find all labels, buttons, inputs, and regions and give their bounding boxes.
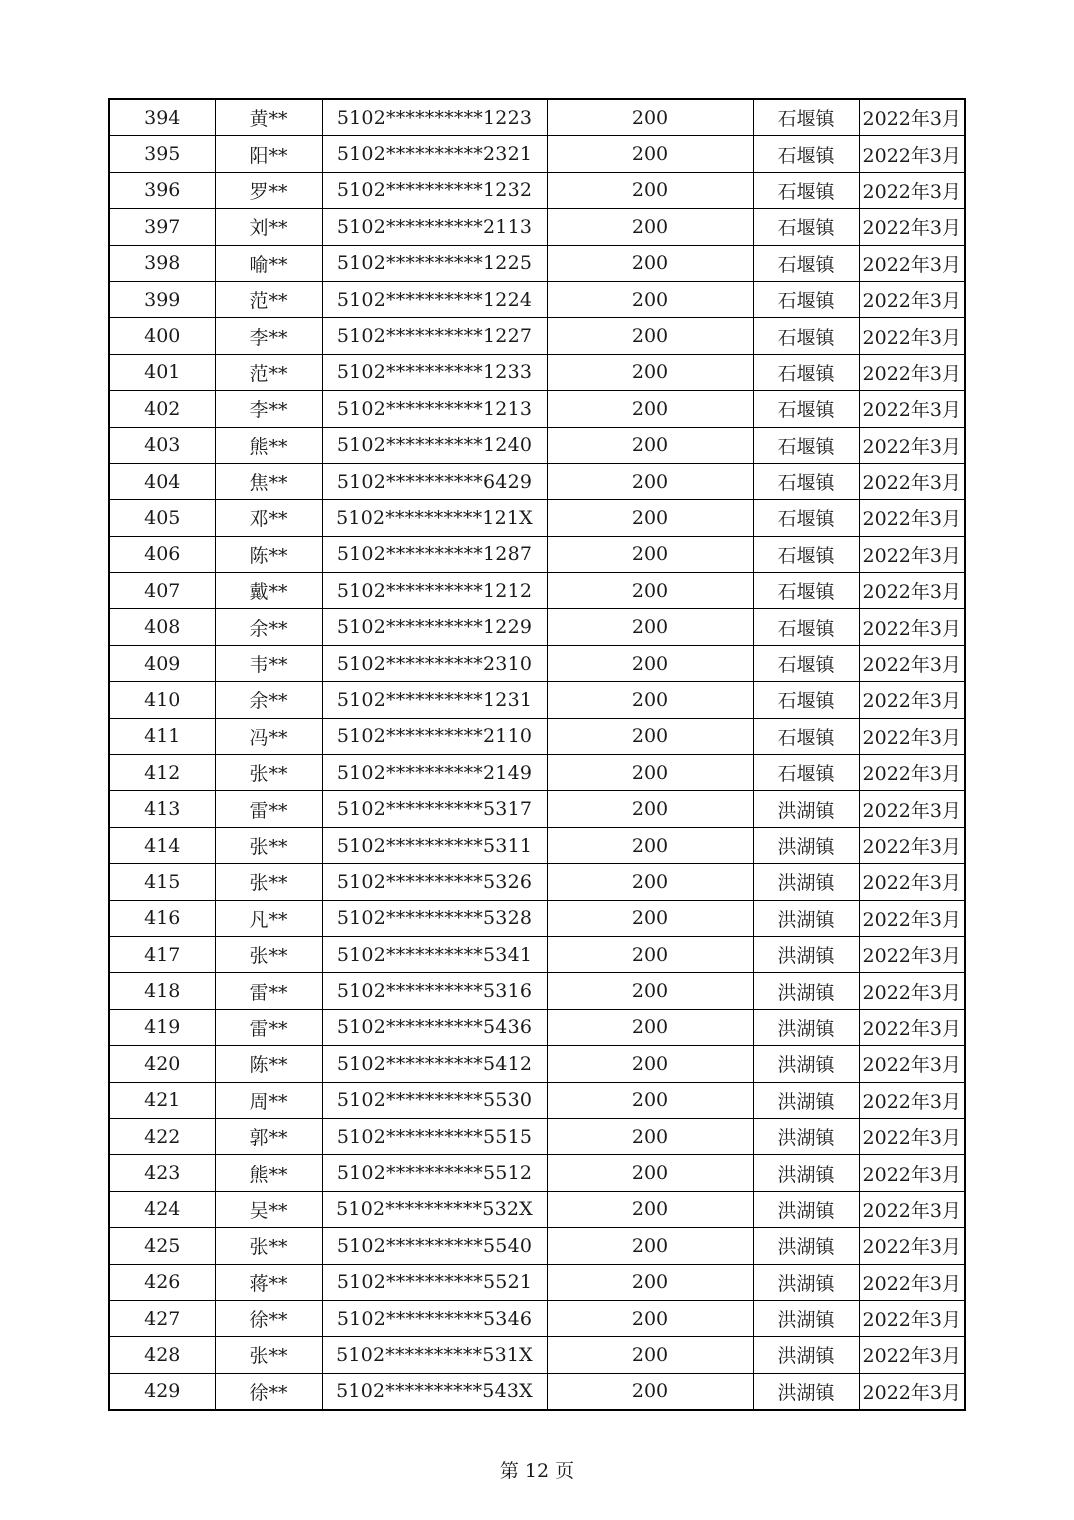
name-cell: 李** — [215, 391, 322, 427]
serial-number-cell: 407 — [109, 573, 215, 609]
name-cell: 张** — [215, 827, 322, 863]
date-cell: 2022年3月 — [859, 573, 965, 609]
name-cell: 雷** — [215, 1009, 322, 1045]
serial-number-cell: 401 — [109, 354, 215, 390]
serial-number-cell: 425 — [109, 1228, 215, 1264]
id-number-cell: 5102**********2321 — [322, 136, 547, 172]
date-cell: 2022年3月 — [859, 864, 965, 900]
serial-number-cell: 406 — [109, 536, 215, 572]
serial-number-cell: 419 — [109, 1009, 215, 1045]
date-cell: 2022年3月 — [859, 682, 965, 718]
amount-cell: 200 — [547, 609, 753, 645]
date-cell: 2022年3月 — [859, 973, 965, 1009]
serial-number-cell: 424 — [109, 1191, 215, 1227]
table-row — [109, 682, 965, 718]
name-cell: 陈** — [215, 1046, 322, 1082]
amount-cell: 200 — [547, 682, 753, 718]
serial-number-cell: 421 — [109, 1082, 215, 1118]
town-cell: 洪湖镇 — [753, 1228, 859, 1264]
date-cell: 2022年3月 — [859, 1155, 965, 1191]
amount-cell: 200 — [547, 136, 753, 172]
date-cell: 2022年3月 — [859, 645, 965, 681]
id-number-cell: 5102**********2110 — [322, 718, 547, 754]
date-cell: 2022年3月 — [859, 99, 965, 136]
table-row — [109, 755, 965, 791]
table-body — [109, 99, 965, 1410]
name-cell: 周** — [215, 1082, 322, 1118]
amount-cell: 200 — [547, 463, 753, 499]
name-cell: 阳** — [215, 136, 322, 172]
town-cell: 石堰镇 — [753, 573, 859, 609]
town-cell: 石堰镇 — [753, 354, 859, 390]
serial-number-cell: 428 — [109, 1337, 215, 1373]
id-number-cell: 5102**********1287 — [322, 536, 547, 572]
table-row — [109, 1046, 965, 1082]
id-number-cell: 5102**********5328 — [322, 900, 547, 936]
name-cell: 李** — [215, 318, 322, 354]
table-row — [109, 136, 965, 172]
id-number-cell: 5102**********1232 — [322, 172, 547, 208]
table-row — [109, 1009, 965, 1045]
table-row — [109, 1300, 965, 1336]
amount-cell: 200 — [547, 1155, 753, 1191]
table-row — [109, 391, 965, 427]
amount-cell: 200 — [547, 1082, 753, 1118]
name-cell: 张** — [215, 1228, 322, 1264]
amount-cell: 200 — [547, 791, 753, 827]
amount-cell: 200 — [547, 973, 753, 1009]
id-number-cell: 5102**********1229 — [322, 609, 547, 645]
id-number-cell: 5102**********5316 — [322, 973, 547, 1009]
id-number-cell: 5102**********531X — [322, 1337, 547, 1373]
date-cell: 2022年3月 — [859, 172, 965, 208]
name-cell: 陈** — [215, 536, 322, 572]
table-row — [109, 936, 965, 972]
serial-number-cell: 396 — [109, 172, 215, 208]
name-cell: 范** — [215, 281, 322, 317]
town-cell: 洪湖镇 — [753, 973, 859, 1009]
town-cell: 石堰镇 — [753, 645, 859, 681]
date-cell: 2022年3月 — [859, 209, 965, 245]
name-cell: 雷** — [215, 973, 322, 1009]
serial-number-cell: 414 — [109, 827, 215, 863]
amount-cell: 200 — [547, 1373, 753, 1410]
name-cell: 徐** — [215, 1373, 322, 1410]
date-cell: 2022年3月 — [859, 245, 965, 281]
table-row — [109, 245, 965, 281]
name-cell: 冯** — [215, 718, 322, 754]
table-row — [109, 500, 965, 536]
id-number-cell: 5102**********5436 — [322, 1009, 547, 1045]
amount-cell: 200 — [547, 864, 753, 900]
id-number-cell: 5102**********5512 — [322, 1155, 547, 1191]
town-cell: 石堰镇 — [753, 682, 859, 718]
id-number-cell: 5102**********5326 — [322, 864, 547, 900]
amount-cell: 200 — [547, 1300, 753, 1336]
subsidy-roster-table — [108, 98, 966, 1411]
town-cell: 石堰镇 — [753, 99, 859, 136]
date-cell: 2022年3月 — [859, 1337, 965, 1373]
serial-number-cell: 418 — [109, 973, 215, 1009]
serial-number-cell: 417 — [109, 936, 215, 972]
serial-number-cell: 422 — [109, 1118, 215, 1154]
name-cell: 黄** — [215, 99, 322, 136]
name-cell: 罗** — [215, 172, 322, 208]
name-cell: 熊** — [215, 1155, 322, 1191]
town-cell: 洪湖镇 — [753, 1046, 859, 1082]
serial-number-cell: 420 — [109, 1046, 215, 1082]
table-row — [109, 281, 965, 317]
id-number-cell: 5102**********2149 — [322, 755, 547, 791]
date-cell: 2022年3月 — [859, 718, 965, 754]
id-number-cell: 5102**********1224 — [322, 281, 547, 317]
date-cell: 2022年3月 — [859, 1373, 965, 1410]
name-cell: 范** — [215, 354, 322, 390]
serial-number-cell: 398 — [109, 245, 215, 281]
amount-cell: 200 — [547, 172, 753, 208]
name-cell: 张** — [215, 755, 322, 791]
table-row — [109, 209, 965, 245]
town-cell: 洪湖镇 — [753, 1082, 859, 1118]
date-cell: 2022年3月 — [859, 354, 965, 390]
serial-number-cell: 416 — [109, 900, 215, 936]
date-cell: 2022年3月 — [859, 281, 965, 317]
town-cell: 洪湖镇 — [753, 827, 859, 863]
date-cell: 2022年3月 — [859, 500, 965, 536]
town-cell: 洪湖镇 — [753, 936, 859, 972]
date-cell: 2022年3月 — [859, 1300, 965, 1336]
amount-cell: 200 — [547, 281, 753, 317]
id-number-cell: 5102**********5341 — [322, 936, 547, 972]
id-number-cell: 5102**********5521 — [322, 1264, 547, 1300]
amount-cell: 200 — [547, 645, 753, 681]
amount-cell: 200 — [547, 318, 753, 354]
date-cell: 2022年3月 — [859, 1046, 965, 1082]
name-cell: 蒋** — [215, 1264, 322, 1300]
serial-number-cell: 394 — [109, 99, 215, 136]
table-row — [109, 1228, 965, 1264]
town-cell: 洪湖镇 — [753, 1264, 859, 1300]
town-cell: 石堰镇 — [753, 209, 859, 245]
town-cell: 洪湖镇 — [753, 1300, 859, 1336]
name-cell: 余** — [215, 609, 322, 645]
id-number-cell: 5102**********1213 — [322, 391, 547, 427]
date-cell: 2022年3月 — [859, 1118, 965, 1154]
date-cell: 2022年3月 — [859, 1082, 965, 1118]
name-cell: 喻** — [215, 245, 322, 281]
id-number-cell: 5102**********532X — [322, 1191, 547, 1227]
date-cell: 2022年3月 — [859, 1009, 965, 1045]
town-cell: 石堰镇 — [753, 536, 859, 572]
table-row — [109, 827, 965, 863]
serial-number-cell: 415 — [109, 864, 215, 900]
town-cell: 石堰镇 — [753, 281, 859, 317]
id-number-cell: 5102**********543X — [322, 1373, 547, 1410]
town-cell: 洪湖镇 — [753, 1155, 859, 1191]
table-row — [109, 1373, 965, 1410]
page-number: 第 12 页 — [499, 1460, 575, 1482]
serial-number-cell: 402 — [109, 391, 215, 427]
amount-cell: 200 — [547, 1191, 753, 1227]
date-cell: 2022年3月 — [859, 463, 965, 499]
amount-cell: 200 — [547, 354, 753, 390]
town-cell: 石堰镇 — [753, 318, 859, 354]
town-cell: 石堰镇 — [753, 463, 859, 499]
date-cell: 2022年3月 — [859, 391, 965, 427]
name-cell: 张** — [215, 864, 322, 900]
serial-number-cell: 404 — [109, 463, 215, 499]
town-cell: 洪湖镇 — [753, 900, 859, 936]
table-row — [109, 99, 965, 136]
amount-cell: 200 — [547, 936, 753, 972]
name-cell: 邓** — [215, 500, 322, 536]
table-row — [109, 1155, 965, 1191]
serial-number-cell: 403 — [109, 427, 215, 463]
date-cell: 2022年3月 — [859, 136, 965, 172]
table-row — [109, 864, 965, 900]
date-cell: 2022年3月 — [859, 609, 965, 645]
name-cell: 戴** — [215, 573, 322, 609]
table-row — [109, 536, 965, 572]
table-row — [109, 718, 965, 754]
name-cell: 焦** — [215, 463, 322, 499]
serial-number-cell: 400 — [109, 318, 215, 354]
table-row — [109, 573, 965, 609]
serial-number-cell: 409 — [109, 645, 215, 681]
amount-cell: 200 — [547, 99, 753, 136]
town-cell: 洪湖镇 — [753, 791, 859, 827]
serial-number-cell: 408 — [109, 609, 215, 645]
town-cell: 石堰镇 — [753, 245, 859, 281]
date-cell: 2022年3月 — [859, 427, 965, 463]
amount-cell: 200 — [547, 1046, 753, 1082]
serial-number-cell: 399 — [109, 281, 215, 317]
serial-number-cell: 412 — [109, 755, 215, 791]
id-number-cell: 5102**********5412 — [322, 1046, 547, 1082]
town-cell: 洪湖镇 — [753, 1373, 859, 1410]
amount-cell: 200 — [547, 900, 753, 936]
table-row — [109, 172, 965, 208]
town-cell: 石堰镇 — [753, 609, 859, 645]
amount-cell: 200 — [547, 1118, 753, 1154]
date-cell: 2022年3月 — [859, 536, 965, 572]
town-cell: 石堰镇 — [753, 391, 859, 427]
table-row — [109, 318, 965, 354]
id-number-cell: 5102**********5317 — [322, 791, 547, 827]
name-cell: 刘** — [215, 209, 322, 245]
table-row — [109, 609, 965, 645]
serial-number-cell: 426 — [109, 1264, 215, 1300]
id-number-cell: 5102**********5515 — [322, 1118, 547, 1154]
date-cell: 2022年3月 — [859, 827, 965, 863]
serial-number-cell: 411 — [109, 718, 215, 754]
town-cell: 石堰镇 — [753, 755, 859, 791]
date-cell: 2022年3月 — [859, 791, 965, 827]
date-cell: 2022年3月 — [859, 1228, 965, 1264]
town-cell: 洪湖镇 — [753, 1191, 859, 1227]
table-row — [109, 900, 965, 936]
amount-cell: 200 — [547, 245, 753, 281]
id-number-cell: 5102**********5311 — [322, 827, 547, 863]
date-cell: 2022年3月 — [859, 1264, 965, 1300]
town-cell: 洪湖镇 — [753, 1337, 859, 1373]
town-cell: 石堰镇 — [753, 500, 859, 536]
table-row — [109, 354, 965, 390]
amount-cell: 200 — [547, 1228, 753, 1264]
amount-cell: 200 — [547, 755, 753, 791]
table-row — [109, 1264, 965, 1300]
id-number-cell: 5102**********1233 — [322, 354, 547, 390]
town-cell: 石堰镇 — [753, 172, 859, 208]
name-cell: 雷** — [215, 791, 322, 827]
id-number-cell: 5102**********1225 — [322, 245, 547, 281]
town-cell: 洪湖镇 — [753, 1118, 859, 1154]
id-number-cell: 5102**********1227 — [322, 318, 547, 354]
date-cell: 2022年3月 — [859, 936, 965, 972]
name-cell: 张** — [215, 936, 322, 972]
id-number-cell: 5102**********2113 — [322, 209, 547, 245]
id-number-cell: 5102**********6429 — [322, 463, 547, 499]
id-number-cell: 5102**********5540 — [322, 1228, 547, 1264]
id-number-cell: 5102**********2310 — [322, 645, 547, 681]
id-number-cell: 5102**********5346 — [322, 1300, 547, 1336]
name-cell: 郭** — [215, 1118, 322, 1154]
date-cell: 2022年3月 — [859, 1191, 965, 1227]
name-cell: 吴** — [215, 1191, 322, 1227]
serial-number-cell: 410 — [109, 682, 215, 718]
town-cell: 石堰镇 — [753, 718, 859, 754]
amount-cell: 200 — [547, 391, 753, 427]
name-cell: 韦** — [215, 645, 322, 681]
amount-cell: 200 — [547, 827, 753, 863]
amount-cell: 200 — [547, 536, 753, 572]
name-cell: 余** — [215, 682, 322, 718]
id-number-cell: 5102**********5530 — [322, 1082, 547, 1118]
amount-cell: 200 — [547, 1337, 753, 1373]
serial-number-cell: 427 — [109, 1300, 215, 1336]
amount-cell: 200 — [547, 1264, 753, 1300]
name-cell: 徐** — [215, 1300, 322, 1336]
amount-cell: 200 — [547, 500, 753, 536]
amount-cell: 200 — [547, 718, 753, 754]
id-number-cell: 5102**********121X — [322, 500, 547, 536]
table-row — [109, 791, 965, 827]
date-cell: 2022年3月 — [859, 318, 965, 354]
name-cell: 凡** — [215, 900, 322, 936]
date-cell: 2022年3月 — [859, 900, 965, 936]
amount-cell: 200 — [547, 427, 753, 463]
amount-cell: 200 — [547, 1009, 753, 1045]
table-row — [109, 1337, 965, 1373]
serial-number-cell: 395 — [109, 136, 215, 172]
amount-cell: 200 — [547, 209, 753, 245]
table-row — [109, 1082, 965, 1118]
serial-number-cell: 413 — [109, 791, 215, 827]
serial-number-cell: 429 — [109, 1373, 215, 1410]
table-row — [109, 1118, 965, 1154]
town-cell: 石堰镇 — [753, 427, 859, 463]
name-cell: 张** — [215, 1337, 322, 1373]
date-cell: 2022年3月 — [859, 755, 965, 791]
serial-number-cell: 423 — [109, 1155, 215, 1191]
table-row — [109, 427, 965, 463]
town-cell: 洪湖镇 — [753, 1009, 859, 1045]
id-number-cell: 5102**********1223 — [322, 99, 547, 136]
id-number-cell: 5102**********1231 — [322, 682, 547, 718]
serial-number-cell: 397 — [109, 209, 215, 245]
serial-number-cell: 405 — [109, 500, 215, 536]
table-row — [109, 463, 965, 499]
name-cell: 熊** — [215, 427, 322, 463]
table-row — [109, 645, 965, 681]
amount-cell: 200 — [547, 573, 753, 609]
table-row — [109, 973, 965, 1009]
town-cell: 石堰镇 — [753, 136, 859, 172]
town-cell: 洪湖镇 — [753, 864, 859, 900]
id-number-cell: 5102**********1212 — [322, 573, 547, 609]
id-number-cell: 5102**********1240 — [322, 427, 547, 463]
table-row — [109, 1191, 965, 1227]
